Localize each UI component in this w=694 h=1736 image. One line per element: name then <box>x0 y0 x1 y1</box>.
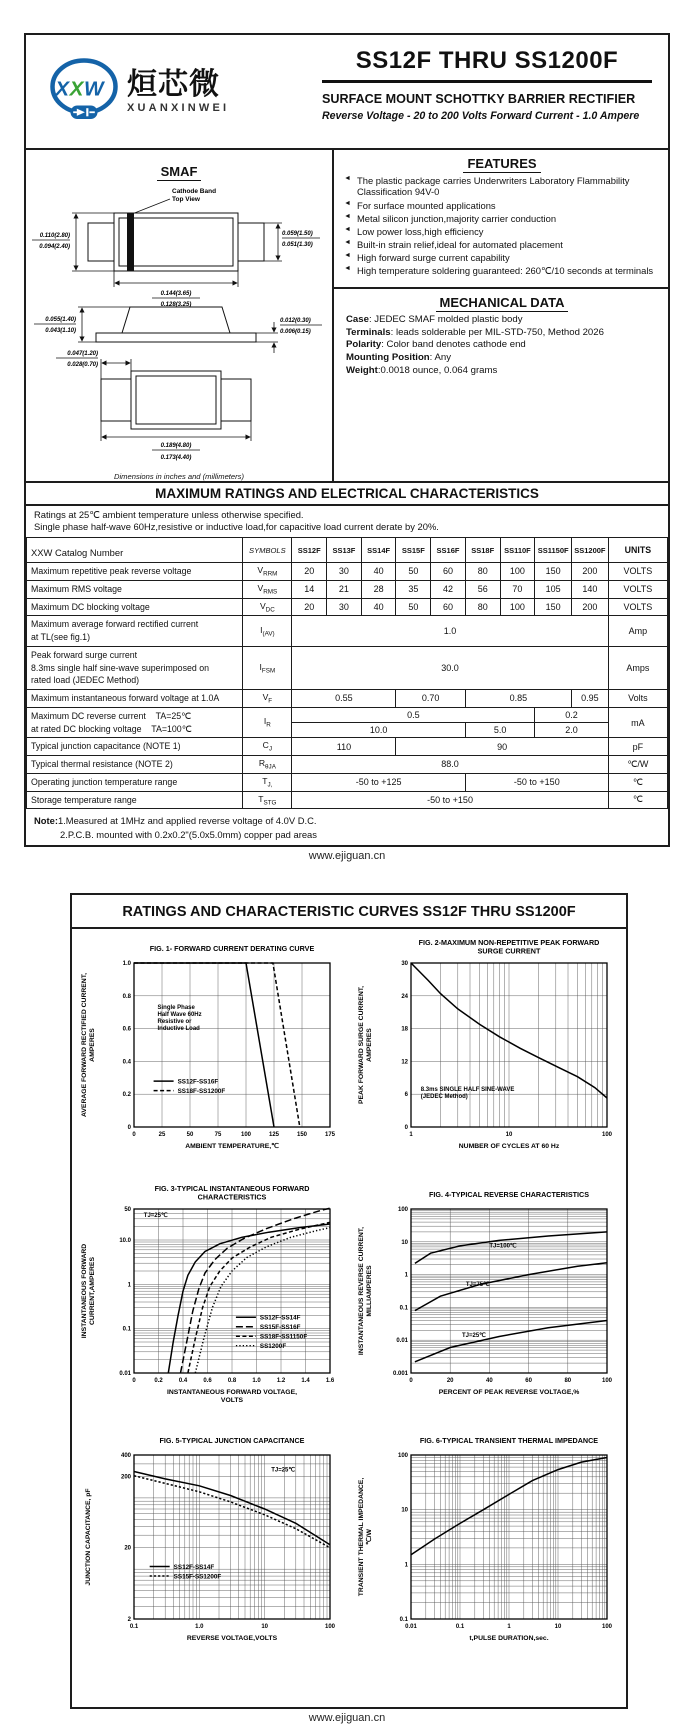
svg-text:1: 1 <box>404 1272 408 1279</box>
svg-text:0.4: 0.4 <box>122 1059 131 1066</box>
rating-value: 80 <box>465 598 500 616</box>
svg-text:0.047(1.20): 0.047(1.20) <box>67 351 98 357</box>
condition-line-2: Single phase half-wave 60Hz,resistive or inductive load,for capacitive load current derate by 20%. <box>34 521 439 533</box>
svg-text:175: 175 <box>324 1132 335 1138</box>
column-header-part: SS16F <box>431 538 466 563</box>
cathode-band-mark <box>127 213 134 271</box>
svg-text:AMPERES: AMPERES <box>88 1028 96 1062</box>
svg-text:100: 100 <box>324 1624 335 1630</box>
svg-text:0.128(3.25): 0.128(3.25) <box>160 302 192 308</box>
svg-text:X: X <box>69 77 84 101</box>
rating-symbol: $V_{DC}$ <box>243 598 292 616</box>
rating-value: 28 <box>361 580 396 598</box>
rating-value: 0.95 <box>572 690 609 708</box>
svg-text:100: 100 <box>601 1132 612 1138</box>
svg-text:MILLIAMPERES: MILLIAMPERES <box>365 1265 373 1317</box>
svg-text:PERCENT OF PEAK REVERSE VOLTAG: PERCENT OF PEAK REVERSE VOLTAGE,% <box>438 1389 579 1396</box>
svg-text:0: 0 <box>408 1378 413 1384</box>
svg-text:100: 100 <box>397 1453 408 1459</box>
svg-text:Half Wave 60Hz: Half Wave 60Hz <box>157 1011 202 1018</box>
rating-unit: Amps <box>608 646 667 689</box>
svg-text:SS1200F: SS1200F <box>259 1343 286 1351</box>
figure-1-forward-current-derating-curve <box>78 937 344 1179</box>
rating-value: 80 <box>465 563 500 581</box>
svg-text:0.6: 0.6 <box>122 1026 131 1033</box>
svg-text:50: 50 <box>186 1132 193 1138</box>
svg-text:0.01: 0.01 <box>404 1624 417 1630</box>
svg-text:12: 12 <box>400 1059 408 1066</box>
rating-value: 88.0 <box>292 756 608 774</box>
svg-text:℃/W: ℃/W <box>365 1529 373 1545</box>
rating-parameter-name: Maximum RMS voltage <box>27 580 243 598</box>
svg-text:100: 100 <box>601 1624 612 1630</box>
rating-symbol: $T_{STG}$ <box>243 791 292 809</box>
rating-value: 20 <box>292 563 327 581</box>
rating-value: 200 <box>572 563 609 581</box>
column-header-part: SS110F <box>500 538 535 563</box>
svg-text:1.2: 1.2 <box>276 1378 285 1384</box>
column-header-catalog-number: XXW Catalog Number <box>27 538 243 563</box>
rating-unit: VOLTS <box>608 563 667 581</box>
rating-value: 0.2 <box>535 707 608 722</box>
svg-text:1.0: 1.0 <box>251 1378 261 1384</box>
rating-value: 35 <box>396 580 431 598</box>
svg-text:40: 40 <box>485 1378 493 1384</box>
svg-text:0.2: 0.2 <box>153 1378 163 1384</box>
svg-text:SS15F-SS16F: SS15F-SS16F <box>259 1324 301 1332</box>
table-notes <box>26 809 668 847</box>
rating-parameter-name: Maximum average forward rectified current at TL(see fig.1) <box>27 616 243 647</box>
rating-value: 40 <box>361 563 396 581</box>
svg-text:AMBIENT TEMPERATURE,℃: AMBIENT TEMPERATURE,℃ <box>184 1143 279 1150</box>
mechanical-data-row: Terminals: leads solderable per MIL-STD-750, Method 2026 <box>346 326 604 338</box>
svg-text:JUNCTION CAPACITANCE, pF: JUNCTION CAPACITANCE, pF <box>84 1488 92 1586</box>
ratings-section-title: MAXIMUM RATINGS AND ELECTRICAL CHARACTERISTICS <box>26 481 668 506</box>
datasheet-page-1 <box>24 33 670 847</box>
column-header-part: SS15F <box>396 538 431 563</box>
feature-item: ◄ High forward surge current capability <box>344 251 510 263</box>
package-outline-drawing <box>26 183 326 465</box>
rating-unit: pF <box>608 738 667 756</box>
rating-parameter-name: Typical thermal resistance (NOTE 2) <box>27 756 243 774</box>
svg-text:TJ=25℃: TJ=25℃ <box>143 1213 168 1220</box>
bullet-arrow-icon: ◄ <box>344 264 351 272</box>
svg-text:25: 25 <box>158 1132 165 1138</box>
rating-unit: Amp <box>608 616 667 647</box>
svg-text:0.1: 0.1 <box>399 1617 408 1623</box>
svg-text:INSTANTANEOUS FORWARD: INSTANTANEOUS FORWARD <box>80 1243 88 1339</box>
figure-5-typical-junction-capacitance <box>78 1429 344 1671</box>
svg-text:1.4: 1.4 <box>300 1378 310 1384</box>
rating-value: 30.0 <box>292 646 608 689</box>
column-header-part: SS12F <box>292 538 327 563</box>
svg-text:TJ=25℃: TJ=25℃ <box>270 1467 295 1474</box>
column-header-part: SS14F <box>361 538 396 563</box>
feature-item: ◄ High temperature soldering guaranteed: 260℃/10 seconds at terminals <box>344 264 654 276</box>
rating-value: 60 <box>431 598 466 616</box>
svg-text:150: 150 <box>296 1132 307 1138</box>
mechanical-data-title: MECHANICAL DATA <box>436 295 569 312</box>
svg-text:0.055(1.40): 0.055(1.40) <box>45 317 76 323</box>
svg-text:0.094(2.40): 0.094(2.40) <box>39 244 70 250</box>
rating-symbol: $I_R$ <box>243 707 292 738</box>
rating-parameter-name: Maximum instantaneous forward voltage at 1.0A <box>27 690 243 708</box>
svg-text:0.189(4.80): 0.189(4.80) <box>160 443 192 449</box>
rating-value: 150 <box>535 598 572 616</box>
svg-text:0.144(3.65): 0.144(3.65) <box>160 291 192 297</box>
svg-text:1: 1 <box>408 1132 413 1138</box>
rating-value: 100 <box>500 563 535 581</box>
rating-symbol: $I_{(AV)}$ <box>243 616 292 647</box>
svg-text:0.059(1.50): 0.059(1.50) <box>282 231 313 237</box>
rating-value: 1.0 <box>292 616 608 647</box>
svg-text:0.8: 0.8 <box>122 993 131 1000</box>
rating-parameter-name: Maximum repetitive peak reverse voltage <box>27 563 243 581</box>
svg-text:INSTANTANEOUS REVERSE CURRENT,: INSTANTANEOUS REVERSE CURRENT, <box>357 1226 365 1356</box>
svg-text:20: 20 <box>123 1545 131 1552</box>
svg-text:Inductive Load: Inductive Load <box>157 1025 200 1032</box>
svg-text:0.001: 0.001 <box>392 1371 408 1377</box>
rating-value: 0.70 <box>396 690 465 708</box>
svg-text:0.4: 0.4 <box>178 1378 187 1384</box>
svg-text:0.110(2.80): 0.110(2.80) <box>39 233 70 239</box>
svg-text:0: 0 <box>131 1378 136 1384</box>
company-name-en: XUANXINWEI <box>127 102 230 115</box>
svg-text:AVERAGE FORWARD RECTIFIED CURR: AVERAGE FORWARD RECTIFIED CURRENT, <box>80 973 88 1117</box>
feature-item: ◄ For surface mounted applications <box>344 199 496 211</box>
svg-text:0.8: 0.8 <box>227 1378 236 1384</box>
bullet-arrow-icon: ◄ <box>344 251 351 259</box>
page2-footer-url: www.ejiguan.cn <box>308 1712 386 1724</box>
part-number-title: SS12F THRU SS1200F <box>322 47 652 83</box>
svg-text:SS12F-SS16F: SS12F-SS16F <box>177 1078 218 1086</box>
svg-text:SURGE CURRENT: SURGE CURRENT <box>477 946 540 956</box>
svg-text:200: 200 <box>120 1474 131 1481</box>
rating-unit: ℃ <box>608 791 667 809</box>
svg-text:0.1: 0.1 <box>129 1624 138 1630</box>
svg-text:1.0: 1.0 <box>194 1624 203 1630</box>
rating-unit: VOLTS <box>608 580 667 598</box>
rating-value: 100 <box>500 598 535 616</box>
feature-item: ◄ Built-in strain relief,ideal for automated placement <box>344 238 563 250</box>
feature-item: ◄ The plastic package carries Underwriters Laboratory Flammability Classification 94V-0 <box>344 175 630 198</box>
svg-text:FIG. 2-MAXIMUM NON-REPETITIVE: FIG. 2-MAXIMUM NON-REPETITIVE PEAK FORWARD <box>418 938 599 947</box>
svg-text:0.051(1.30): 0.051(1.30) <box>282 242 313 248</box>
rating-symbol: $V_{RRM}$ <box>243 563 292 581</box>
svg-text:SS15F-SS1200F: SS15F-SS1200F <box>173 1573 221 1581</box>
svg-text:1: 1 <box>127 1282 131 1289</box>
svg-text:SS18F-SS1200F: SS18F-SS1200F <box>177 1088 225 1096</box>
rating-value: 10.0 <box>292 723 466 738</box>
svg-text:0: 0 <box>131 1132 136 1138</box>
svg-text:100: 100 <box>240 1132 251 1138</box>
bullet-arrow-icon: ◄ <box>344 175 351 182</box>
figure-6-transient-thermal-impedance <box>355 1429 621 1671</box>
svg-text:1: 1 <box>404 1562 408 1569</box>
device-subtitle: SURFACE MOUNT SCHOTTKY BARRIER RECTIFIER <box>322 92 636 106</box>
svg-text:0.043(1.10): 0.043(1.10) <box>45 328 76 334</box>
package-outline-section <box>26 150 334 481</box>
rating-symbol: $T_{J,}$ <box>243 773 292 791</box>
rating-parameter-name: Maximum DC blocking voltage <box>27 598 243 616</box>
column-header-part: SS1150F <box>535 538 572 563</box>
svg-text:W: W <box>84 77 104 101</box>
rating-value: 30 <box>327 563 362 581</box>
svg-text:TJ=25℃: TJ=25℃ <box>461 1332 486 1339</box>
mechanical-data-row: Case: JEDEC SMAF molded plastic body <box>346 313 523 325</box>
svg-text:NUMBER OF CYCLES AT 60 Hz: NUMBER OF CYCLES AT 60 Hz <box>458 1143 559 1150</box>
rating-symbol: $I_{FSM}$ <box>243 646 292 689</box>
svg-text:10: 10 <box>554 1624 561 1630</box>
note-label: Note: <box>34 815 58 827</box>
rating-parameter-name: Peak forward surge current 8.3ms single half sine-wave superimposed on rated load (JEDEC Method) <box>27 646 243 689</box>
svg-text:FIG. 6-TYPICAL TRANSIENT THERM: FIG. 6-TYPICAL TRANSIENT THERMAL IMPEDANCE <box>419 1436 598 1445</box>
rating-unit: Volts <box>608 690 667 708</box>
page1-footer-url: www.ejiguan.cn <box>308 850 386 862</box>
svg-text:SS18F-SS1150F: SS18F-SS1150F <box>259 1333 307 1341</box>
rating-parameter-name: Typical junction capacitance (NOTE 1) <box>27 738 243 756</box>
bullet-arrow-icon: ◄ <box>344 225 351 233</box>
rating-value: 21 <box>327 580 362 598</box>
mechanical-data-row: Mounting Position: Any <box>346 351 452 363</box>
svg-text:VOLTS: VOLTS <box>220 1397 243 1404</box>
svg-text:AMPERES: AMPERES <box>365 1028 373 1062</box>
svg-text:6: 6 <box>404 1092 408 1099</box>
svg-text:100: 100 <box>397 1207 408 1213</box>
rating-value: 42 <box>431 580 466 598</box>
rating-unit: VOLTS <box>608 598 667 616</box>
mechanical-data-row: Weight:0.0018 ounce, 0.064 grams <box>346 364 498 376</box>
svg-text:FIG. 4-TYPICAL REVERSE CHARACT: FIG. 4-TYPICAL REVERSE CHARACTERISTICS <box>428 1190 589 1199</box>
rating-symbol: $V_{RMS}$ <box>243 580 292 598</box>
rating-value: 5.0 <box>465 723 534 738</box>
svg-text:10.0: 10.0 <box>118 1238 131 1244</box>
svg-text:(JEDEC Method): (JEDEC Method) <box>420 1093 468 1100</box>
svg-text:80: 80 <box>563 1378 571 1384</box>
bullet-arrow-icon: ◄ <box>344 212 351 220</box>
characteristic-curves-grid <box>72 929 626 1671</box>
svg-text:Resistive or: Resistive or <box>157 1018 192 1025</box>
cathode-band-label: Cathode Band <box>172 188 217 195</box>
curves-page-title: RATINGS AND CHARACTERISTIC CURVES SS12F THRU SS1200F <box>72 895 626 929</box>
figure-2-peak-forward-surge-current <box>355 937 621 1179</box>
rating-value: 0.85 <box>465 690 571 708</box>
condition-line-1: Ratings at 25℃ ambient temperature unless otherwise specified. <box>34 509 304 520</box>
svg-text:0.2: 0.2 <box>122 1092 131 1099</box>
svg-text:Single Phase: Single Phase <box>157 1004 195 1011</box>
rating-symbol: $V_F$ <box>243 690 292 708</box>
svg-text:400: 400 <box>120 1453 131 1459</box>
svg-text:1: 1 <box>506 1624 511 1630</box>
rating-value: -50 to +150 <box>465 773 608 791</box>
feature-item: ◄ Metal silicon junction,majority carrier conduction <box>344 212 557 224</box>
rating-value: 50 <box>396 598 431 616</box>
figure-4-typical-reverse-characteristics <box>355 1183 621 1425</box>
svg-text:0.01: 0.01 <box>395 1338 408 1345</box>
svg-text:18: 18 <box>400 1026 408 1033</box>
rating-value: -50 to +150 <box>292 791 608 809</box>
svg-text:10: 10 <box>260 1624 268 1630</box>
company-logo <box>26 35 318 148</box>
rating-value: 2.0 <box>535 723 608 738</box>
svg-text:1.6: 1.6 <box>325 1378 334 1384</box>
rating-value: 70 <box>500 580 535 598</box>
rating-value: 40 <box>361 598 396 616</box>
rating-parameter-name: Storage temperature range <box>27 791 243 809</box>
svg-text:SS12F-SS14F: SS12F-SS14F <box>173 1564 214 1572</box>
svg-text:0.028(0.70): 0.028(0.70) <box>67 362 98 368</box>
svg-text:100: 100 <box>601 1378 612 1384</box>
header <box>26 35 668 150</box>
rating-value: 60 <box>431 563 466 581</box>
svg-text:24: 24 <box>400 993 408 1000</box>
features-list <box>344 175 660 276</box>
rating-value: 50 <box>396 563 431 581</box>
column-header-part: SS18F <box>465 538 500 563</box>
svg-text:PEAK FORWARD SURGE CURRENT,: PEAK FORWARD SURGE CURRENT, <box>357 985 365 1105</box>
svg-text:FIG. 3-TYPICAL INSTANTANEOUS F: FIG. 3-TYPICAL INSTANTANEOUS FORWARD <box>154 1184 309 1193</box>
datasheet-page-2 <box>70 893 628 1709</box>
company-name-cn: 烜芯微 <box>127 67 220 101</box>
svg-text:0.012(0.30): 0.012(0.30) <box>280 318 311 324</box>
svg-text:8.3ms SINGLE HALF SINE-WAVE: 8.3ms SINGLE HALF SINE-WAVE <box>420 1086 514 1093</box>
svg-text:CHARACTERISTICS: CHARACTERISTICS <box>197 1192 266 1202</box>
svg-text:FIG. 5-TYPICAL JUNCTION CAPACI: FIG. 5-TYPICAL JUNCTION CAPACITANCE <box>159 1436 304 1445</box>
bullet-arrow-icon: ◄ <box>344 199 351 207</box>
rating-parameter-name: Maximum DC reverse current TA=25℃ at rated DC blocking voltage TA=100℃ <box>27 707 243 738</box>
svg-text:125: 125 <box>268 1132 279 1138</box>
svg-text:75: 75 <box>214 1132 221 1138</box>
rating-symbol: $C_J$ <box>243 738 292 756</box>
rating-value: 20 <box>292 598 327 616</box>
column-header-part: SS13F <box>327 538 362 563</box>
svg-text:SS12F-SS14F: SS12F-SS14F <box>259 1314 301 1322</box>
svg-text:0: 0 <box>404 1125 408 1131</box>
svg-text:10: 10 <box>400 1239 408 1246</box>
svg-text:0.1: 0.1 <box>399 1305 408 1312</box>
rating-value: 30 <box>327 598 362 616</box>
features-title: FEATURES <box>463 156 540 173</box>
rating-value: 0.5 <box>292 707 535 722</box>
rating-value: 0.55 <box>292 690 396 708</box>
column-header-units: UNITS <box>608 538 667 563</box>
figure-3-instantaneous-forward-characteristics <box>78 1183 344 1425</box>
ratings-tagline: Reverse Voltage - 20 to 200 Volts Forward Current - 1.0 Ampere <box>322 110 640 122</box>
svg-text:X: X <box>55 77 70 101</box>
svg-text:0: 0 <box>127 1125 131 1131</box>
rating-value: -50 to +125 <box>292 773 466 791</box>
svg-text:0.173(4.40): 0.173(4.40) <box>160 455 192 461</box>
package-name: SMAF <box>157 164 202 181</box>
svg-text:0.6: 0.6 <box>202 1378 212 1384</box>
mechanical-data-row: Polarity: Color band denotes cathode end <box>346 339 526 351</box>
svg-text:10: 10 <box>400 1507 408 1514</box>
svg-text:TJ=100℃: TJ=100℃ <box>488 1243 517 1250</box>
svg-text:TJ=75℃: TJ=75℃ <box>465 1282 490 1289</box>
column-header-part: SS1200F <box>572 538 609 563</box>
column-header-symbols: SYMBOLS <box>243 538 292 563</box>
rating-unit: ℃/W <box>608 756 667 774</box>
ratings-conditions <box>26 506 668 537</box>
svg-text:30: 30 <box>400 961 408 967</box>
rating-value: 110 <box>292 738 396 756</box>
rating-unit: mA <box>608 707 667 738</box>
svg-text:TRANSIENT THERMAL IMPEDANCE,: TRANSIENT THERMAL IMPEDANCE, <box>357 1477 365 1597</box>
svg-text:0.01: 0.01 <box>118 1371 131 1377</box>
feature-item: ◄ Low power loss,high efficiency <box>344 225 484 237</box>
svg-text:CURRENT,AMPERES: CURRENT,AMPERES <box>88 1257 96 1325</box>
rating-value: 90 <box>396 738 608 756</box>
svg-text:INSTANTANEOUS FORWARD VOLTAGE,: INSTANTANEOUS FORWARD VOLTAGE, <box>166 1389 297 1396</box>
rating-value: 14 <box>292 580 327 598</box>
svg-text:FIG. 1- FORWARD CURRENT DERATI: FIG. 1- FORWARD CURRENT DERATING CURVE <box>149 944 314 953</box>
note-line-2: 2.P.C.B. mounted with 0.2x0.2"(5.0x5.0mm) copper pad areas <box>60 829 317 841</box>
xxw-logo-icon <box>48 56 120 128</box>
svg-text:0.1: 0.1 <box>455 1624 464 1630</box>
svg-text:0.1: 0.1 <box>122 1326 131 1333</box>
svg-text:2: 2 <box>127 1617 131 1623</box>
svg-text:10: 10 <box>505 1132 512 1138</box>
rating-value: 200 <box>572 598 609 616</box>
rating-unit: ℃ <box>608 773 667 791</box>
features-section <box>334 150 668 289</box>
svg-text:20: 20 <box>446 1378 454 1384</box>
svg-text:50: 50 <box>123 1207 131 1213</box>
svg-text:t,PULSE DURATION,sec.: t,PULSE DURATION,sec. <box>468 1635 549 1642</box>
rating-symbol: $R_{\theta JA}$ <box>243 756 292 774</box>
note-line-1: 1.Measured at 1MHz and applied reverse voltage of 4.0V D.C. <box>57 815 317 827</box>
svg-text:1.0: 1.0 <box>122 961 131 967</box>
rating-value: 105 <box>535 580 572 598</box>
bullet-arrow-icon: ◄ <box>344 238 351 246</box>
rating-value: 56 <box>465 580 500 598</box>
svg-text:0.006(0.15): 0.006(0.15) <box>280 329 311 335</box>
rating-parameter-name: Operating junction temperature range <box>27 773 243 791</box>
rating-value: 140 <box>572 580 609 598</box>
svg-text:60: 60 <box>524 1378 532 1384</box>
svg-text:REVERSE VOLTAGE,VOLTS: REVERSE VOLTAGE,VOLTS <box>186 1635 277 1642</box>
mechanical-data-section <box>334 289 668 383</box>
svg-text:Top View: Top View <box>172 196 200 203</box>
rating-value: 150 <box>535 563 572 581</box>
dimensions-caption: Dimensions in inches and (millimeters) <box>114 472 244 481</box>
ratings-table <box>26 537 668 809</box>
